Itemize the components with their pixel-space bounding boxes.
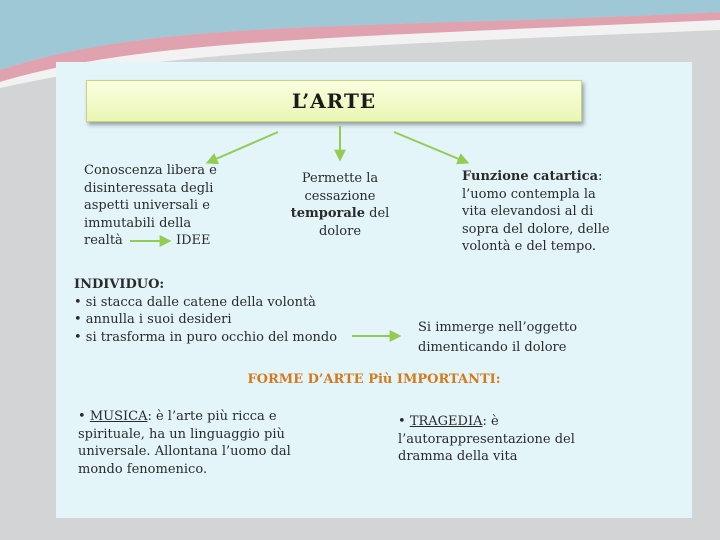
individuo-item: • annulla i suoi desideri [74, 312, 232, 327]
tragedia-term: TRAGEDIA [409, 414, 483, 429]
right-column-text [462, 168, 622, 256]
arrow-right [394, 132, 466, 162]
individuo-item: • si trasforma in puro occhio del mondo [74, 329, 338, 345]
conoscenza-text: Conoscenza libera e disinteressata degli aspetti universali e immutabili della realtà [84, 163, 217, 248]
musica-term: MUSICA [89, 409, 148, 424]
temporale-word: temporale [290, 206, 365, 221]
individuo-block [74, 276, 374, 346]
individuo-list [74, 294, 374, 347]
middle-column-text [284, 170, 396, 240]
slide-panel [56, 62, 692, 518]
funzione-catartica-label: Funzione catartica [462, 169, 599, 184]
tragedia-text: : è l’autorappresentazione del dramma della vita [398, 414, 575, 464]
permette-text: Permette la cessazione [301, 171, 379, 204]
dolore-text: del dolore [318, 206, 390, 239]
forme-arte-heading: FORME D’ARTE Più IMPORTANTI: [247, 372, 501, 387]
individuo-item: • si stacca dalle catene della volontà [74, 294, 316, 310]
musica-bullet: • [78, 409, 90, 424]
tragedia-block [398, 413, 598, 466]
page-title: L’ARTE [86, 80, 582, 122]
funzione-catartica-text: : l’uomo contempla la vita elevandosi al di sopra del dolore, delle volontà e del tempo. [462, 169, 610, 254]
tragedia-bullet: • [398, 414, 410, 429]
musica-block [78, 408, 310, 478]
musica-text: : è l’arte più ricca e spirituale, ha un linguaggio più universale. Allontana l’uomo dal mondo fenomenico. [78, 409, 291, 477]
individuo-result: Si immerge nell’oggetto dimenticando il dolore [418, 320, 578, 355]
individuo-heading: INDIVIDUO: [74, 277, 165, 292]
idee-label: IDEE [176, 233, 211, 248]
arrow-left [209, 132, 278, 162]
